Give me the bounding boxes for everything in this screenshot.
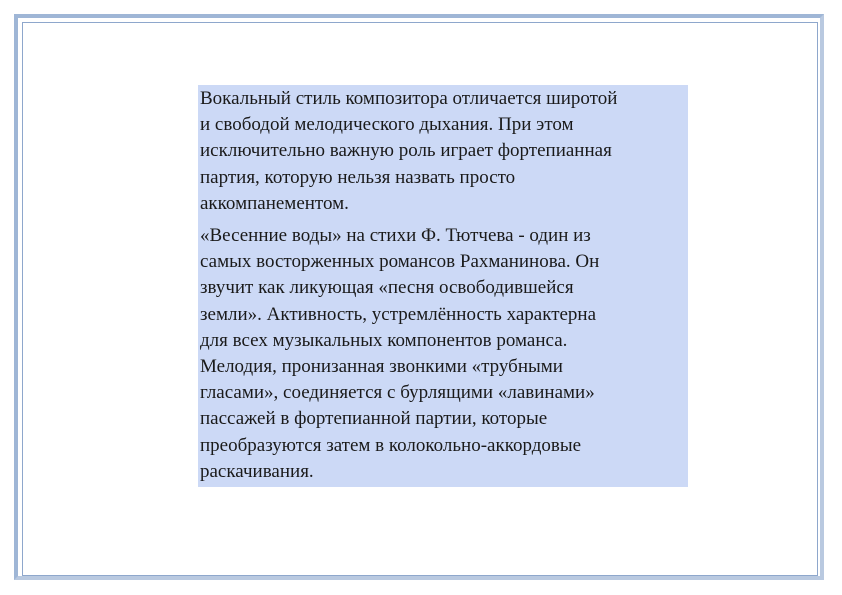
text-line: самых восторженных романсов Рахманинова. Он [200,251,600,273]
text-line: Мелодия, пронизанная звонкими «трубными [200,356,563,378]
text-line: преобразуются затем в колокольно-аккордовые [200,434,582,456]
text-line: гласами», соединяется с бурлящими «лавинами» [200,382,595,404]
text-line: исключительно важную роль играет фортепианная [200,140,612,162]
text-line: для всех музыкальных компонентов романса. [200,329,568,351]
text-line: и свободой мелодического дыхания. При этом [200,114,574,136]
paragraph-1 [200,86,686,217]
text-line: «Весенние воды» на стихи Ф. Тютчева - один из [200,225,591,247]
paragraph-2 [200,223,686,485]
text-line: партия, которую нельзя назвать просто [200,166,516,188]
text-line: раскачивания. [200,460,314,482]
text-line: Вокальный стиль композитора отличается широтой [200,88,618,109]
text-line: земли». Активность, устремлённость характерна [200,303,597,325]
text-box [198,85,688,487]
text-line: пассажей в фортепианной партии, которые [200,408,548,430]
text-line: звучит как ликующая «песня освободившейся [200,277,574,299]
text-line: аккомпанементом. [200,192,349,214]
